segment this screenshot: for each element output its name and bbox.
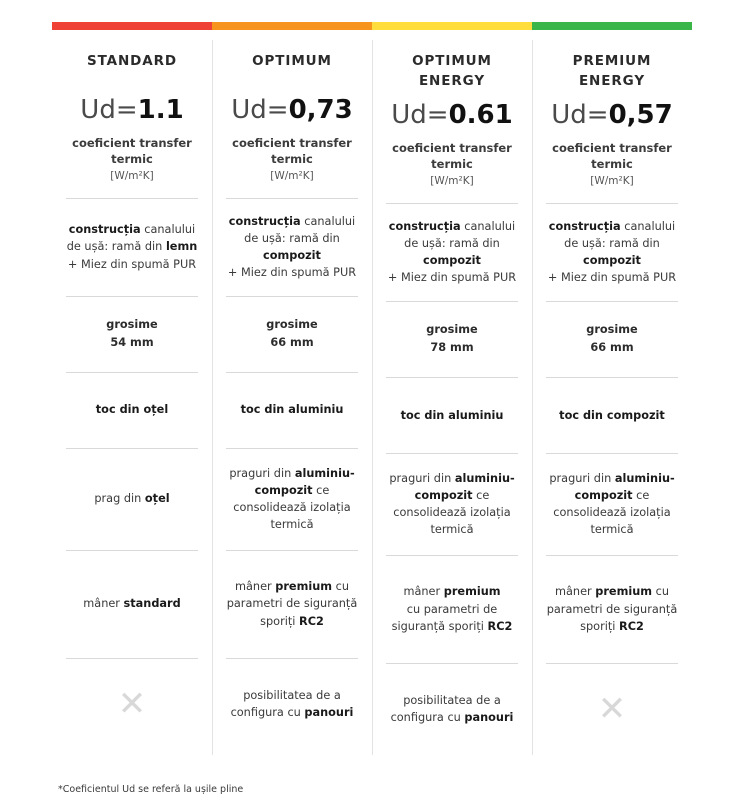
x-icon: ✕ [117, 684, 147, 724]
grosime-cell [212, 296, 372, 372]
toc-text: toc din oțel [95, 403, 169, 417]
toc-cell [52, 372, 212, 448]
comparison-column [52, 22, 212, 755]
ud-cell [212, 86, 372, 198]
prag-text: praguri din aluminiu-compozit ce consolidează izolația termică [229, 466, 355, 532]
ud-cell [372, 91, 532, 203]
maner-text: mâner premium cu parametri de siguranță sporiți RC2 [226, 580, 358, 628]
prag-cell [532, 453, 692, 555]
maner-cell [52, 550, 212, 658]
ud-label: coeficient transfer termic [552, 140, 672, 172]
constructie-text: construcția canalului de ușă: ramă din compozit + Miez din spumă PUR [227, 214, 357, 280]
door-comparison-table [52, 22, 692, 755]
panouri-cell [372, 663, 532, 755]
prag-cell [372, 453, 532, 555]
panouri-cell [52, 658, 212, 750]
maner-cell [372, 555, 532, 663]
ud-label: coeficient transfer termic [392, 140, 512, 172]
grosime-text: grosime 66 mm [586, 323, 638, 355]
toc-cell [372, 377, 532, 453]
footnote: *Coeficientul Ud se referă la ușile pline [58, 784, 244, 795]
column-title: STANDARD [86, 53, 178, 69]
ud-label: coeficient transfer termic [232, 135, 352, 167]
constructie-cell [372, 203, 532, 301]
maner-text: mâner premium cu parametri de siguranță sporiți RC2 [546, 585, 678, 633]
ud-unit: [W/m²K] [430, 175, 474, 188]
ud-unit: [W/m²K] [270, 169, 314, 182]
panouri-cell [212, 658, 372, 750]
ud-cell [52, 86, 212, 198]
column-accent-bar [212, 22, 372, 30]
maner-cell [532, 555, 692, 663]
comparison-column [212, 22, 372, 755]
ud-value: Ud=0,57 [551, 100, 673, 131]
column-title: OPTIMUM [252, 53, 332, 69]
prag-text: praguri din aluminiu-compozit ce consolidează izolația termică [549, 471, 675, 537]
column-title: OPTIMUM ENERGY [412, 53, 492, 89]
toc-text: toc din aluminiu [240, 403, 344, 417]
constructie-cell [212, 198, 372, 296]
prag-cell [52, 448, 212, 550]
constructie-text: construcția canalului de ușă: ramă din compozit + Miez din spumă PUR [547, 219, 677, 285]
ud-value: Ud=0,73 [231, 95, 353, 125]
maner-text: mâner premium cu parametri de siguranță sporiți RC2 [391, 585, 513, 633]
grosime-text: grosime 66 mm [266, 317, 318, 349]
prag-cell [212, 448, 372, 550]
comparison-column [372, 22, 532, 755]
grosime-cell [52, 296, 212, 372]
toc-text: toc din compozit [559, 408, 665, 422]
toc-text: toc din aluminiu [400, 408, 504, 422]
panouri-text: posibilitatea de a configura cu panouri [230, 688, 354, 719]
panouri-text: posibilitatea de a configura cu panouri [390, 693, 514, 725]
panouri-cell [532, 663, 692, 755]
maner-cell [212, 550, 372, 658]
ud-value: Ud=1.1 [80, 95, 184, 125]
prag-text: praguri din aluminiu-compozit ce consolidează izolația termică [389, 471, 515, 537]
constructie-text: construcția canalului de ușă: ramă din lemn + Miez din spumă PUR [66, 223, 198, 271]
grosime-cell [532, 301, 692, 377]
grosime-text: grosime 78 mm [426, 323, 478, 355]
column-accent-bar [372, 22, 532, 30]
ud-value: Ud=0.61 [391, 100, 513, 131]
x-icon: ✕ [597, 689, 627, 730]
ud-label: coeficient transfer termic [72, 135, 192, 167]
ud-unit: [W/m²K] [590, 175, 634, 188]
grosime-cell [372, 301, 532, 377]
column-accent-bar [52, 22, 212, 30]
toc-cell [532, 377, 692, 453]
toc-cell [212, 372, 372, 448]
ud-unit: [W/m²K] [110, 169, 154, 182]
column-accent-bar [532, 22, 692, 30]
comparison-column [532, 22, 692, 755]
grosime-text: grosime 54 mm [106, 317, 158, 349]
constructie-cell [532, 203, 692, 301]
ud-cell [532, 91, 692, 203]
prag-text: prag din oțel [94, 492, 170, 506]
maner-text: mâner standard [83, 597, 181, 611]
constructie-text: construcția canalului de ușă: ramă din compozit + Miez din spumă PUR [387, 219, 517, 285]
constructie-cell [52, 198, 212, 296]
column-title: PREMIUM ENERGY [572, 53, 652, 89]
